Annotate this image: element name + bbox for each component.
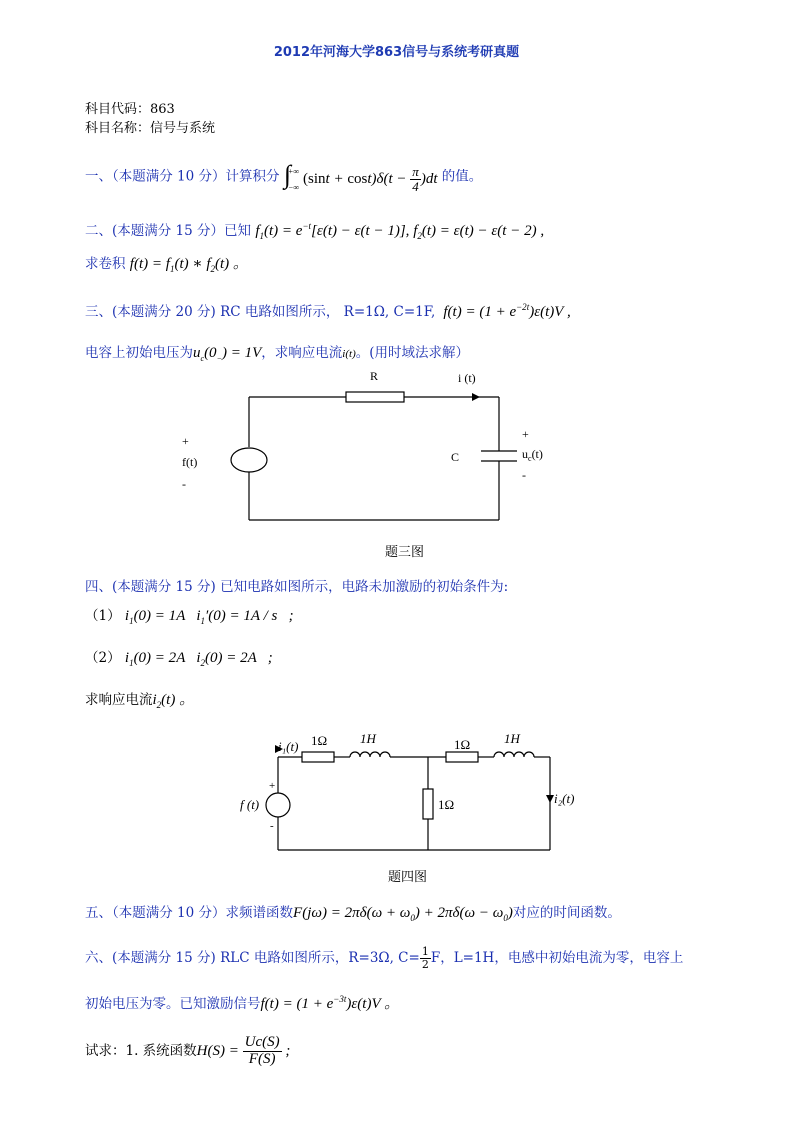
q3-line2-mid: ，求响应电流 bbox=[261, 345, 343, 361]
i2-arrow bbox=[546, 795, 554, 803]
page-title: 2012年河海大学863信号与系统考研真题 bbox=[273, 45, 520, 60]
figure-3-caption: 题三图 bbox=[385, 545, 425, 560]
label-r2: 1Ω bbox=[454, 737, 471, 752]
label-minus-right: - bbox=[522, 468, 526, 482]
q6-prefix: 六、(本题满分 15 分) RLC 电路如图所示， bbox=[85, 950, 349, 966]
label-minus-left: - bbox=[182, 477, 186, 491]
subject-code: 科目代码：863 bbox=[85, 102, 175, 117]
q1-suffix: 的值。 bbox=[441, 168, 483, 185]
question-4-case2 bbox=[85, 646, 273, 668]
resistor-3 bbox=[423, 789, 433, 819]
q4-ask-symbol: $i_2(t)$ 。 bbox=[152, 692, 195, 710]
q4-case2-formula: $i_1(0) = 2A$ $i_2(0) = 2A$ ; bbox=[124, 650, 273, 668]
q1-integral: ∫ +∞ −∞ (sint + cost)δ(t − $\frac{\pi}{4}$ )dt bbox=[283, 160, 438, 195]
q6-capacitance-fraction: $\frac{1}{2}$ bbox=[421, 945, 429, 971]
label-l2: 1H bbox=[504, 731, 520, 746]
q1-prefix: 一、（本题满分 10 分）计算积分 bbox=[85, 168, 280, 185]
label-plus-right: + bbox=[522, 427, 529, 441]
q3-prefix: 三、(本题满分 20 分) RC 电路如图所示， bbox=[85, 304, 340, 320]
q2-convolution: $f(t) = f_1(t)$ ∗ $f_2(t)$ 。 bbox=[129, 256, 248, 274]
question-6-line2 bbox=[85, 992, 399, 1013]
question-4-case1 bbox=[85, 604, 294, 626]
q6-params-b: F，L=1H，电感中初始电流为零，电容上 bbox=[430, 950, 684, 966]
label-i2: i₂(t) bbox=[554, 791, 575, 806]
resistor-1 bbox=[302, 752, 334, 762]
label-uc: $u_c(t)$ bbox=[522, 447, 543, 463]
label-r: R bbox=[370, 369, 379, 383]
label-r3: 1Ω bbox=[438, 797, 455, 812]
label-source: f(t) bbox=[182, 455, 198, 469]
label-r1: 1Ω bbox=[311, 733, 328, 748]
question-4-ask bbox=[85, 688, 194, 710]
resistor-r bbox=[346, 392, 404, 402]
q4-ask-label: 求响应电流 bbox=[85, 692, 153, 708]
figure-4-caption: 题四图 bbox=[388, 870, 428, 885]
q5-formula: $F(j\omega) = 2\pi\delta(\omega + \omega_0) + 2\pi\delta(\omega - \omega_0)$ bbox=[293, 905, 513, 923]
label-i1: i₁(t) bbox=[278, 739, 299, 754]
q3-line2-suffix: 。(用时域法求解） bbox=[355, 345, 470, 361]
q5-prefix: 五、（本题满分 10 分）求频谱函数 bbox=[85, 905, 294, 921]
resistor-2 bbox=[446, 752, 478, 762]
question-1 bbox=[85, 160, 483, 195]
circuit-figure-3 bbox=[170, 365, 550, 535]
q3-initial-voltage: $u_c(0_-) = 1V$ bbox=[193, 345, 262, 363]
question-5 bbox=[85, 901, 621, 923]
q2-line2-prefix: 求卷积 bbox=[85, 256, 126, 272]
q6-params-a: R=3Ω, C= bbox=[348, 950, 420, 966]
circuit-figure-4 bbox=[230, 725, 600, 865]
q6-ask-prefix: 试求：1. 系统函数 bbox=[85, 1043, 197, 1059]
label-c: C bbox=[451, 450, 460, 464]
question-2-line2 bbox=[85, 252, 248, 274]
label-source: f (t) bbox=[240, 797, 260, 812]
q5-suffix: 对应的时间函数。 bbox=[512, 905, 621, 921]
label-i: i (t) bbox=[458, 371, 476, 385]
q2-f1-formula: $f_1(t) = e^{-t}[\varepsilon(t) - \varepsilon(t - 1)]$, $f_2(t) = \varepsilon(t) - \varepsilon(t - 2)$ , bbox=[255, 221, 545, 241]
question-2 bbox=[85, 219, 544, 241]
label-l1: 1H bbox=[360, 731, 376, 746]
q6-line2-prefix: 初始电压为零。已知激励信号 bbox=[85, 996, 261, 1012]
current-arrow bbox=[472, 393, 480, 401]
question-4: 四、(本题满分 15 分) 已知电路如图所示，电路未加激励的初始条件为: bbox=[85, 579, 509, 595]
q3-current-symbol: i(t) bbox=[342, 348, 356, 360]
question-3 bbox=[85, 300, 571, 321]
subject-name: 科目名称：信号与系统 bbox=[85, 121, 216, 136]
question-3-line2 bbox=[85, 341, 469, 363]
question-6 bbox=[85, 944, 683, 972]
inductor-2 bbox=[494, 752, 534, 757]
q3-line2-prefix: 电容上初始电压为 bbox=[85, 345, 193, 361]
q6-excitation: $f(t) = (1 + e^{-3t})\varepsilon(t)V$ 。 bbox=[260, 994, 400, 1012]
question-6-ask bbox=[85, 1034, 290, 1068]
voltage-source bbox=[266, 793, 290, 817]
label-plus-left: + bbox=[182, 434, 189, 448]
q3-params: R=1Ω, C=1F, bbox=[343, 304, 436, 320]
label-plus: + bbox=[269, 780, 276, 792]
q2-prefix: 二、(本题满分 15 分）已知 bbox=[85, 223, 252, 239]
q4-case2-label: （2） bbox=[85, 650, 121, 666]
inductor-1 bbox=[350, 752, 390, 757]
label-minus: - bbox=[270, 820, 274, 832]
voltage-source bbox=[231, 448, 267, 472]
q4-case1-formula: $i_1(0) = 1A$ $i_1'(0) = 1A / s$ ; bbox=[124, 608, 294, 626]
q6-transfer-function: H(S) = $\frac{Uc(S)}{F(S)}$ ; bbox=[196, 1034, 291, 1068]
q4-case1-label: （1） bbox=[85, 608, 121, 624]
q3-excitation: $f(t) = (1 + e^{-2t})\varepsilon(t)V$ , bbox=[443, 302, 571, 320]
